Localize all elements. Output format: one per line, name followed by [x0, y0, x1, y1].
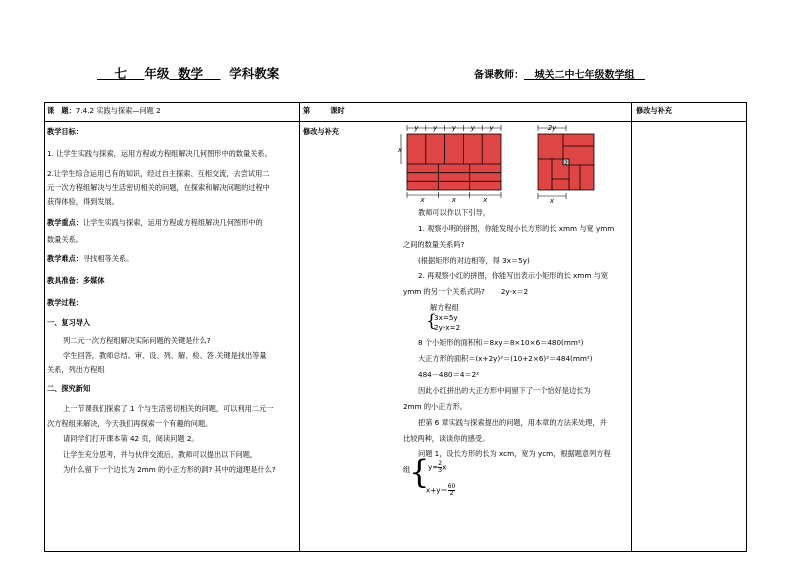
sec1-line2b: 关系，列出方程组	[47, 365, 105, 374]
sec2-line3: 请同学们打开课本第 42 页，阅读问题 2。	[63, 434, 199, 443]
lesson-cell	[299, 103, 631, 122]
sec1-line1: 列二元一次方程组解决实际问题的关键是什么?	[63, 336, 211, 345]
grade: 七	[114, 66, 127, 81]
fig1-y-label-1: y	[414, 124, 419, 132]
doc-title	[97, 64, 279, 82]
sec2-line1: 上一节课我们探索了 1 个与生活密切相关的问题，可以利用二元一	[63, 404, 274, 413]
doc-type: 学科教案	[229, 66, 280, 81]
hole-a: 因此小红拼出的大正方形中间留下了一个恰好是边长为	[418, 386, 591, 395]
goal-2b: 元一次方程组解决与生活密切相关的问题，在探索和解决问题的过程中	[47, 183, 270, 192]
teacher-value: 城关二中七年级数学组	[534, 70, 635, 81]
difference: 484－480＝4＝2²	[418, 370, 480, 379]
lesson-no: 第 课时	[303, 106, 345, 115]
grade-suffix: 年级	[144, 66, 170, 81]
guide: 教师可以作以下引导，	[418, 208, 490, 217]
section-1-title: 一、复习导入	[47, 318, 91, 327]
brace-2: {	[409, 453, 430, 491]
solve-label: 解方程组	[430, 303, 459, 312]
xiaohong-tiling-figure	[528, 122, 604, 204]
difficult-point: 教学难点：寻找相等关系。	[47, 254, 134, 263]
sec2-line2: 次方程组来解决，今天我们再探索一个有趣的问题。	[47, 419, 213, 428]
fig2-2y-label: 2y	[547, 124, 557, 132]
teaching-aids: 教具准备：多媒体	[47, 276, 105, 285]
goal-2a: 2.让学生综合运用已有的知识，经过自主探索、互相交流，去尝试用二	[47, 169, 270, 178]
right-body-cell	[631, 122, 746, 552]
system1-eq1: 3x=5y	[434, 313, 458, 322]
goal-2c: 获得体验，得到发展。	[47, 197, 119, 206]
q2a: 2. 再观察小红的拼图，你能写出表示小矩形的长 xmm 与宽	[418, 271, 609, 280]
fig2-hole-label: 2	[564, 160, 568, 167]
problem1-b: 组	[403, 465, 411, 474]
hole-b: 2mm 的小正方形。	[403, 402, 467, 411]
system2-eq2: x+y＝ $\frac{60}{2}$	[426, 483, 456, 497]
q2b: ymm 的另一个关系式吗? 2y-x＝2	[403, 287, 529, 296]
q1c: (根据矩形的对边相等，得 3x＝5y)	[418, 256, 530, 265]
teacher-label: 备课教师：	[474, 70, 524, 81]
system2-eq1: y= $\frac{2}{3}$ x	[428, 460, 447, 474]
section-2-title: 二、探究新知	[47, 384, 91, 393]
sec2-line5: 为什么留下一个边长为 2mm 的小正方形的洞? 其中的道理是什么?	[63, 465, 276, 474]
q1b: 之间的数量关系吗?	[403, 240, 465, 249]
system1-eq2: 2y-x=2	[434, 323, 461, 332]
topic: 课 题：7.4.2 实践与探索—问题 2	[47, 106, 161, 115]
teacher-info	[474, 66, 645, 81]
area-8: 8 个小矩形的面积和＝8xy＝8×10×6＝480(mm²)	[418, 338, 584, 347]
q1a: 1. 观察小明的拼图，你能发现小长方形的长 xmm 与宽 ymm	[418, 224, 615, 233]
key-point-b: 数量关系。	[47, 235, 83, 244]
brace-1: {	[426, 311, 437, 331]
fig1-x-label-3: x	[483, 196, 488, 204]
process-title: 教学过程：	[47, 298, 83, 307]
revise-header: 修改与补充	[636, 106, 672, 115]
fig1-x-label-2: x	[451, 196, 457, 204]
sec2-line4: 让学生充分思考，并与伙伴交流后，教师可以提出以下问题，	[63, 450, 258, 459]
goal-1: 1. 让学生实践与探索，运用方程或方程组解决几何图形中的数量关系。	[47, 149, 272, 158]
goal-title: 教学目标：	[47, 127, 83, 136]
ch6-a: 把第 6 章实践与探索提出的问题，用本章的方法来处理，并	[418, 418, 607, 427]
fig2-x-label: x	[549, 197, 555, 204]
fig1-y-label-2: y	[433, 124, 438, 132]
fig1-x-label-side: x	[397, 146, 403, 154]
ch6-b: 比较两种，谈谈你的感受。	[403, 434, 490, 443]
subject: 数学	[178, 66, 204, 81]
middle-revise-label: 修改与补充	[303, 127, 339, 136]
fig1-x-label-1: x	[420, 196, 425, 204]
sec1-line2a: 学生回答，教师总结。审、设、列、解、检、答.关键是找出等量	[63, 351, 267, 360]
key-point: 教学重点：让学生实践与探索，运用方程或方程组解决几何图形中的	[47, 218, 263, 227]
xiaoming-tiling-figure	[397, 122, 509, 204]
fig1-y-label-3: y	[451, 124, 457, 132]
fig1-y-label-4: y	[470, 124, 475, 132]
fig1-y-label-5: y	[489, 124, 494, 132]
problem1-a: 问题 1，设长方形的长为 xcm，宽为 ycm，根据题意列方程	[418, 449, 611, 458]
area-big: 大正方形的面积＝(x+2y)²＝(10+2×6)²＝484(mm²)	[418, 354, 593, 363]
